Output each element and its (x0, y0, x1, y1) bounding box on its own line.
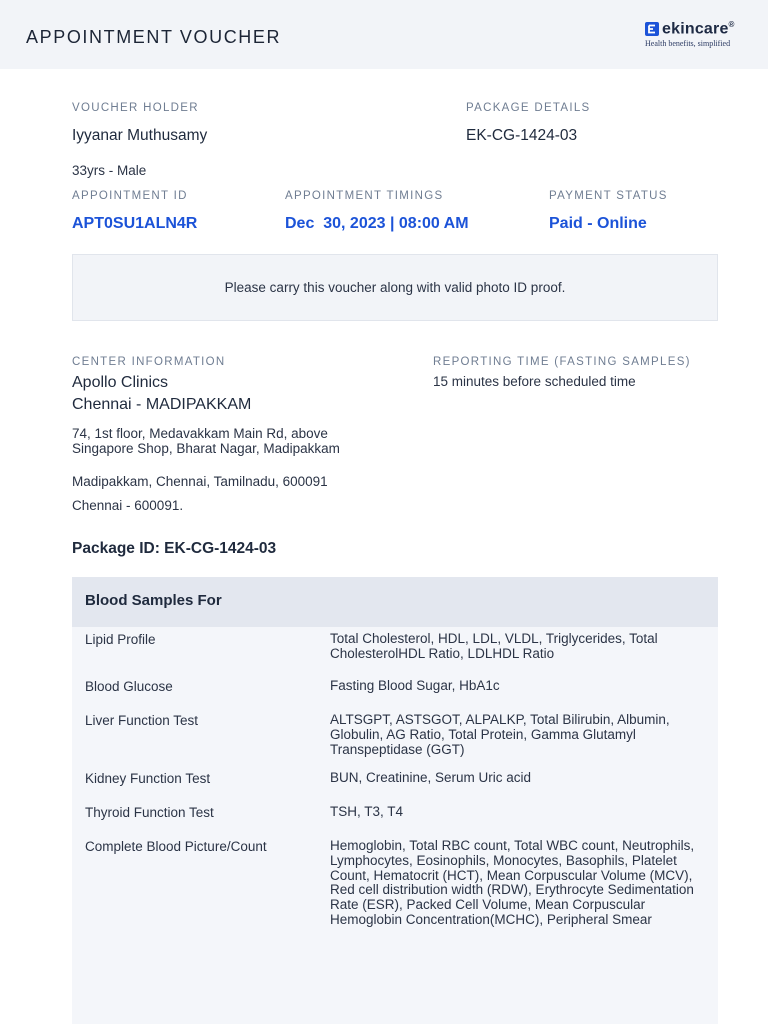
test-description: Fasting Blood Sugar, HbA1c (330, 678, 500, 693)
brand-logo (645, 20, 760, 50)
package-details-value: EK-CG-1424-03 (466, 127, 578, 144)
voucher-holder-label: VOUCHER HOLDER (72, 102, 199, 114)
center-address-line-3: Madipakkam, Chennai, Tamilnadu, 600091 (72, 474, 328, 489)
ekincare-logo-icon (645, 22, 659, 36)
center-address-line-1: 74, 1st floor, Medavakkam Main Rd, above (72, 426, 328, 441)
appointment-id-value: APT0SU1ALN4R (72, 215, 198, 232)
test-name: Kidney Function Test (85, 771, 211, 786)
voucher-holder-details: 33yrs - Male (72, 163, 147, 178)
page-title: APPOINTMENT VOUCHER (26, 27, 282, 47)
blood-samples-table (72, 577, 718, 1024)
appointment-id-label: APPOINTMENT ID (72, 190, 188, 202)
voucher-holder-name: Iyyanar Muthusamy (72, 127, 208, 144)
package-details-label: PACKAGE DETAILS (466, 102, 591, 114)
test-name: Blood Glucose (85, 679, 173, 694)
appointment-timings-value: Dec 30, 2023 | 08:00 AM (285, 215, 469, 232)
blood-samples-header (72, 577, 718, 627)
test-description: ALTSGPT, ASTSGOT, ALPALKP, Total Bilirubin, Albumin, Globulin, AG Ratio, Total Protein, Gamma Glutamyl Transpeptidase (GGT) (330, 712, 670, 757)
test-description: TSH, T3, T4 (330, 804, 404, 819)
test-description: Hemoglobin, Total RBC count, Total WBC count, Neutrophils, Lymphocytes, Eosinophils, Monocytes, Basophils, Platelet Count, Hematocrit (HCT), Mean Corpuscular Volume (MCV), Red cell distribution width (RDW), Erythrocyte Sedimentation Rate (ESR), Packed Cell Volume, Mean Corpuscular Hemoglobin Concentration(MCHC), Peripheral Smear (330, 838, 695, 927)
reporting-time-label: REPORTING TIME (FASTING SAMPLES) (433, 356, 691, 368)
center-branch: Chennai - MADIPAKKAM (72, 396, 252, 413)
payment-status-value: Paid - Online (549, 215, 647, 232)
package-id-heading: Package ID: EK-CG-1424-03 (72, 540, 277, 557)
center-name: Apollo Clinics (72, 374, 169, 391)
id-proof-notice: Please carry this voucher along with valid photo ID proof. (72, 254, 718, 321)
appointment-timings-label: APPOINTMENT TIMINGS (285, 190, 444, 202)
center-address-line-4: Chennai - 600091. (72, 498, 184, 513)
test-name: Liver Function Test (85, 713, 199, 728)
payment-status-label: PAYMENT STATUS (549, 190, 668, 202)
center-address-line-2: Singapore Shop, Bharat Nagar, Madipakkam (72, 441, 340, 456)
center-information-label: CENTER INFORMATION (72, 356, 226, 368)
test-name: Complete Blood Picture/Count (85, 839, 267, 854)
brand-tagline: Health benefits, simplified (645, 39, 731, 48)
voucher-header (0, 0, 768, 69)
brand-name: ekincare® (662, 20, 735, 38)
reporting-time-value: 15 minutes before scheduled time (433, 374, 636, 389)
test-description: BUN, Creatinine, Serum Uric acid (330, 770, 532, 785)
test-name: Thyroid Function Test (85, 805, 214, 820)
blood-samples-title: Blood Samples For (85, 592, 222, 609)
test-name: Lipid Profile (85, 632, 156, 647)
test-description: Total Cholesterol, HDL, LDL, VLDL, Triglycerides, Total CholesterolHDL Ratio, LDLHDL Ratio (330, 631, 658, 661)
